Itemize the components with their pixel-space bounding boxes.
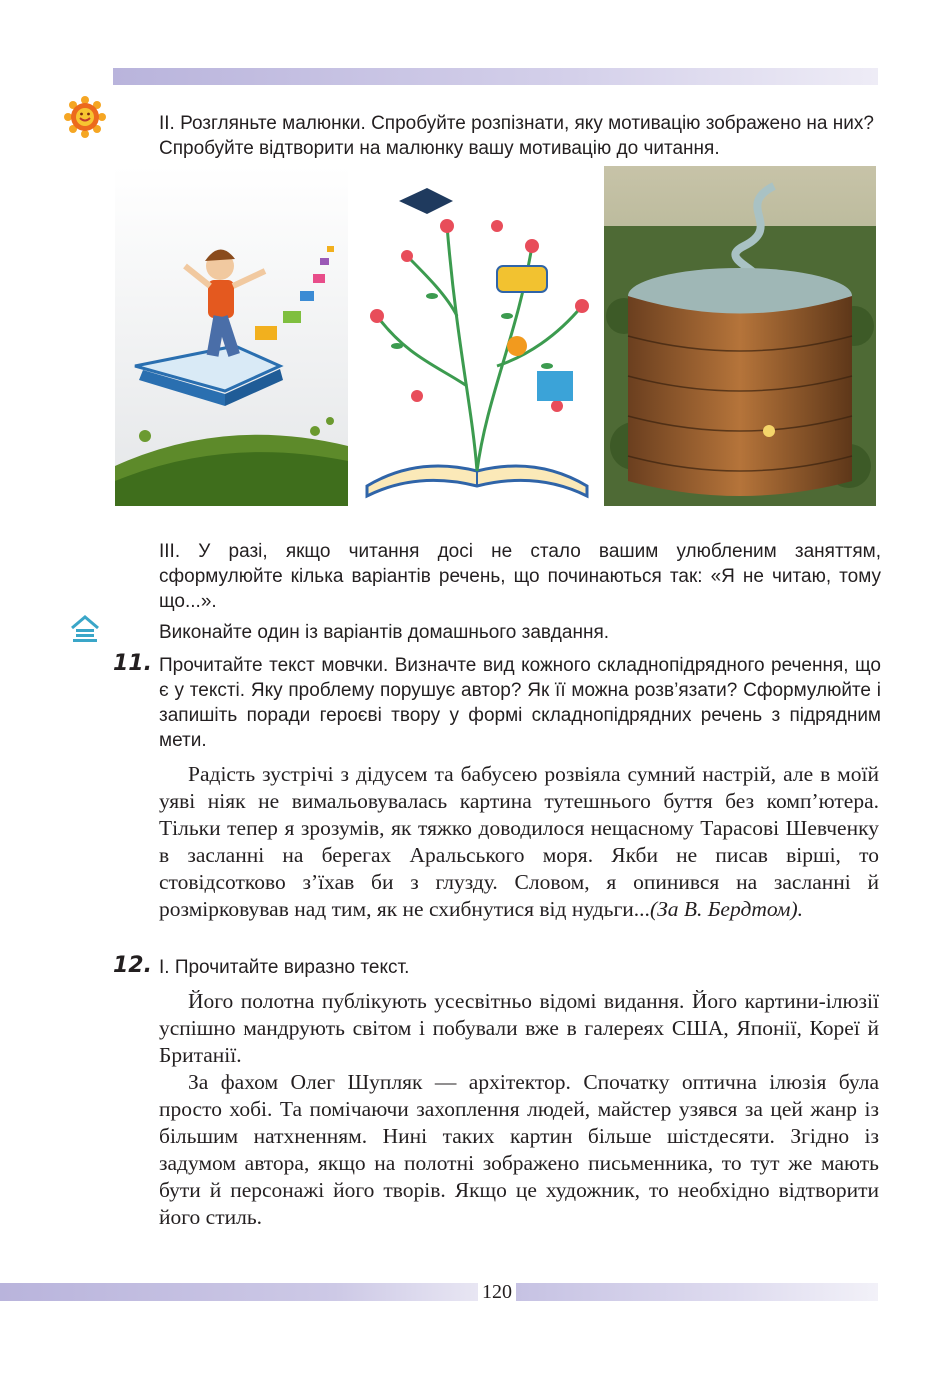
exercise-12-number: 12.	[113, 953, 152, 978]
page-number: 120	[482, 1281, 512, 1303]
exercise-11-source: (За В. Бердтом).	[649, 897, 804, 921]
exercise-12-paragraph-2: За фахом Олег Шупляк — архітектор. Спочатку оптична ілюзія була просто хобі. Та помічаючи захоплення людей, майстер узявся за цей жанр із більшим натхненням. Нині таких картин більше шістдесяти. Згідно із задумом автора, якщо на полотні зображено письменника, то тут же мають бути й персонажі його творів. Якщо це художник, то необхідно відтворити його стиль.	[159, 1070, 879, 1229]
task-iii-text: III. У разі, якщо читання досі не стало вашим улюбленим заняттям, сформулюйте кілька варіантів речень, що починаються так: «Я не читаю, тому що...».	[159, 541, 881, 612]
exercise-12-text-block	[159, 988, 879, 1231]
illustration-book-tower-lake	[604, 166, 876, 506]
footer-bar-right	[516, 1283, 878, 1301]
exercise-12-task: I. Прочитайте виразно текст.	[159, 957, 410, 978]
footer-bar-left	[0, 1283, 478, 1301]
house-icon	[70, 615, 100, 643]
orange-sun-icon	[64, 96, 106, 138]
exercise-11-task: Прочитайте текст мовчки. Визначте вид кожного складнопідрядного речення, що є у тексті. Яку проблему порушує автор? Як її можна розв’язати? Сформулюйте і запишіть поради героєві твору у формі складнопідрядних речень з підрядним мети.	[159, 655, 881, 751]
homework-note: Виконайте один із варіантів домашнього завдання.	[159, 622, 610, 643]
header-bar	[113, 68, 878, 85]
exercise-11-number: 11.	[113, 651, 152, 676]
exercise-11-text: Радість зустрічі з дідусем та бабусею розвіяла сумний настрій, але в моїй уяві ніяк не вимальовувалась картина тутешнього буття без комп’ютера. Тільки тепер я зрозумів, як тяжко доводилося нещасному Тарасові Шевченку в засланні на берегах Аральського моря. Якби не писав вірші, то стовідсотково з’їхав би з глузду. Словом, я опинився на засланні й розмірковував над тим, як не схибнутися від нудьги...	[159, 762, 879, 921]
exercise-11-text-block	[159, 761, 879, 923]
illustration-tree-from-book	[357, 166, 597, 506]
task-ii-text: II. Розгляньте малюнки. Спробуйте розпізнати, яку мотивацію зображено на них? Спробуйте відтворити на малюнку вашу мотивацію до читання.	[159, 113, 874, 159]
illustration-boy-on-book	[115, 166, 348, 506]
exercise-12-paragraph-1: Його полотна публікують усесвітньо відомі видання. Його картини-ілюзії успішно мандрують світом і побували вже в галереях США, Японії, Кореї й Британії.	[159, 989, 879, 1067]
